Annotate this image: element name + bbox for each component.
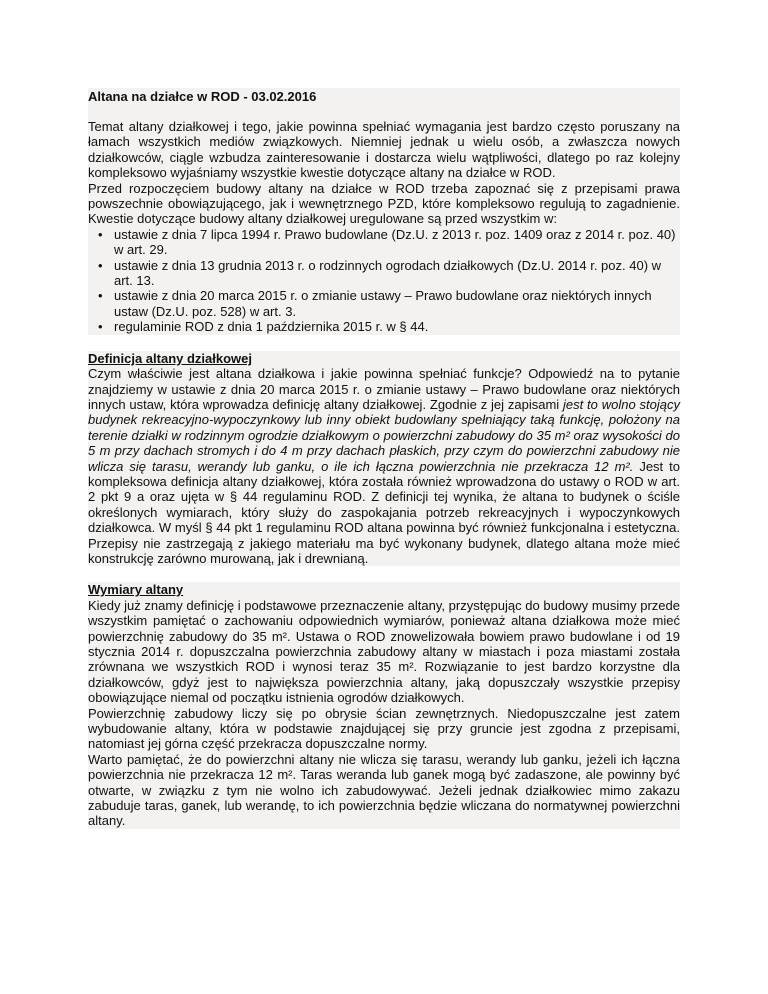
- legal-sources-list: [88, 227, 680, 335]
- section-definition: [88, 351, 680, 567]
- list-item: • ustawie z dnia 7 lipca 1994 r. Prawo budowlane (Dz.U. z 2013 r. poz. 1409 oraz z 2014 r. poz. 40) w art. 29.: [114, 227, 680, 258]
- definition-text-before: Czym właściwie jest altana działkowa i jakie powinna spełniać funkcje? Odpowiedź na to pytanie znajdziemy w ustawie z dnia 20 marca 2015 r. o zmianie ustawy – Prawo budowlane oraz niektórych innych ustaw, która wprowadza definicję altany działkowej. Zgodnie z jej zapisami: [88, 366, 680, 412]
- definition-text-after: Jest to kompleksowa definicja altany działkowej, która została również wprowadzona do ustawy o ROD w art. 2 pkt 9 a oraz ujęta w § 44 regulaminu ROD. Z definicji tej wynika, że altana to budynek o ściśle określonych wymiarach, który służy do zaspokajania potrzeb rekreacyjnych i wypoczynkowych działkowca. W myśl § 44 pkt 1 regulaminu ROD altana powinna być również funkcjonalna i estetyczna. Przepisy nie zastrzegają z jakiego materiału ma być wykonany budynek, dlatego altana może mieć konstrukcję zarówno murowaną, jak i drewnianą.: [88, 458, 680, 566]
- section-dimensions: [88, 582, 680, 829]
- document-page: [88, 88, 680, 829]
- title-block: [88, 88, 680, 119]
- intro-paragraph-2: Przed rozpoczęciem budowy altany na działce w ROD trzeba zapoznać się z przepisami prawa powszechnie obowiązującego, jak i wewnętrznego PZD, które kompleksowo regulują to zagadnienie. Kwestie dotyczące budowy altany działkowej uregulowane są przed wszystkim w:: [88, 180, 680, 227]
- intro-block: [88, 119, 680, 335]
- list-item: • ustawie z dnia 20 marca 2015 r. o zmianie ustawy – Prawo budowlane oraz niektórych innych ustaw (Dz.U. poz. 528) w art. 3.: [114, 288, 680, 319]
- definition-paragraph: [88, 366, 680, 566]
- intro-paragraph-1: Temat altany działkowej i tego, jakie powinna spełniać wymagania jest bardzo często poruszany na łamach wszystkich mediów związkowych. Niemniej jednak u wielu osób, a zwłaszcza nowych działkowców, ciągle wzbudza zainteresowanie i dostarcza wielu wątpliwości, dlatego po raz kolejny kompleksowo wyjaśniamy wszystkie kwestie dotyczące altany na działce w ROD.: [88, 119, 680, 181]
- list-item: • ustawie z dnia 13 grudnia 2013 r. o rodzinnych ogrodach działkowych (Dz.U. 2014 r. poz. 40) w art. 13.: [114, 258, 680, 289]
- section-heading-definition: Definicja altany działkowej: [88, 350, 252, 366]
- definition-text-italic: jest to wolno stojący budynek rekreacyjno-wypoczynkowy lub inny obiekt budowlany spełniający taką funkcję, położony na terenie działki w rodzinnym ogrodzie działkowym o powierzchni zabudowy do 35 m² oraz wysokości do 5 m przy dachach stromych i do 4 m przy dachach płaskich, przy czym do powierzchni zabudowy nie wlicza się tarasu, werandy lub ganku, o ile ich łączna powierzchnia nie przekracza 12 m².: [88, 396, 680, 474]
- dimensions-paragraph-2: Powierzchnię zabudowy liczy się po obrysie ścian zewnętrznych. Niedopuszczalne jest zatem wybudowanie altany, która w podstawie znajdującej się przy gruncie jest zgodna z przepisami, natomiast jej górna część przekracza dopuszczalne normy.: [88, 705, 680, 752]
- dimensions-paragraph-3: Warto pamiętać, że do powierzchni altany nie wlicza się tarasu, werandy lub ganku, jeżeli ich łączna powierzchnia nie przekracza 12 m². Taras weranda lub ganek mogą być zadaszone, ale powinny być otwarte, w związku z tym nie wolno ich zabudowywać. Jeżeli jednak działkowiec mimo zakazu zabuduje taras, ganek, lub werandę, to ich powierzchnia będzie wliczana do normatywnej powierzchni altany.: [88, 751, 680, 829]
- document-title: Altana na działce w ROD - 03.02.2016: [88, 89, 317, 104]
- list-item: • regulaminie ROD z dnia 1 października 2015 r. w § 44.: [114, 319, 680, 334]
- dimensions-paragraph-1: Kiedy już znamy definicję i podstawowe przeznaczenie altany, przystępując do budowy musimy przede wszystkim pamiętać o zachowaniu odpowiednich wymiarów, ponieważ altana działkowa może mieć powierzchnię zabudowy do 35 m². Ustawa o ROD znowelizowała bowiem prawo budowlane i od 19 stycznia 2014 r. dopuszczalna powierzchnia zabudowy altany w miastach i poza miastami została zrównana we wszystkich ROD i wynosi teraz 35 m². Rozwiązanie to jest bardzo korzystne dla działkowców, gdyż jest to największa powierzchnia altany, jaką dopuszczały wszystkie przepisy obowiązujące niemal od początku istnienia ogrodów działkowych.: [88, 597, 680, 706]
- section-heading-dimensions: Wymiary altany: [88, 582, 184, 598]
